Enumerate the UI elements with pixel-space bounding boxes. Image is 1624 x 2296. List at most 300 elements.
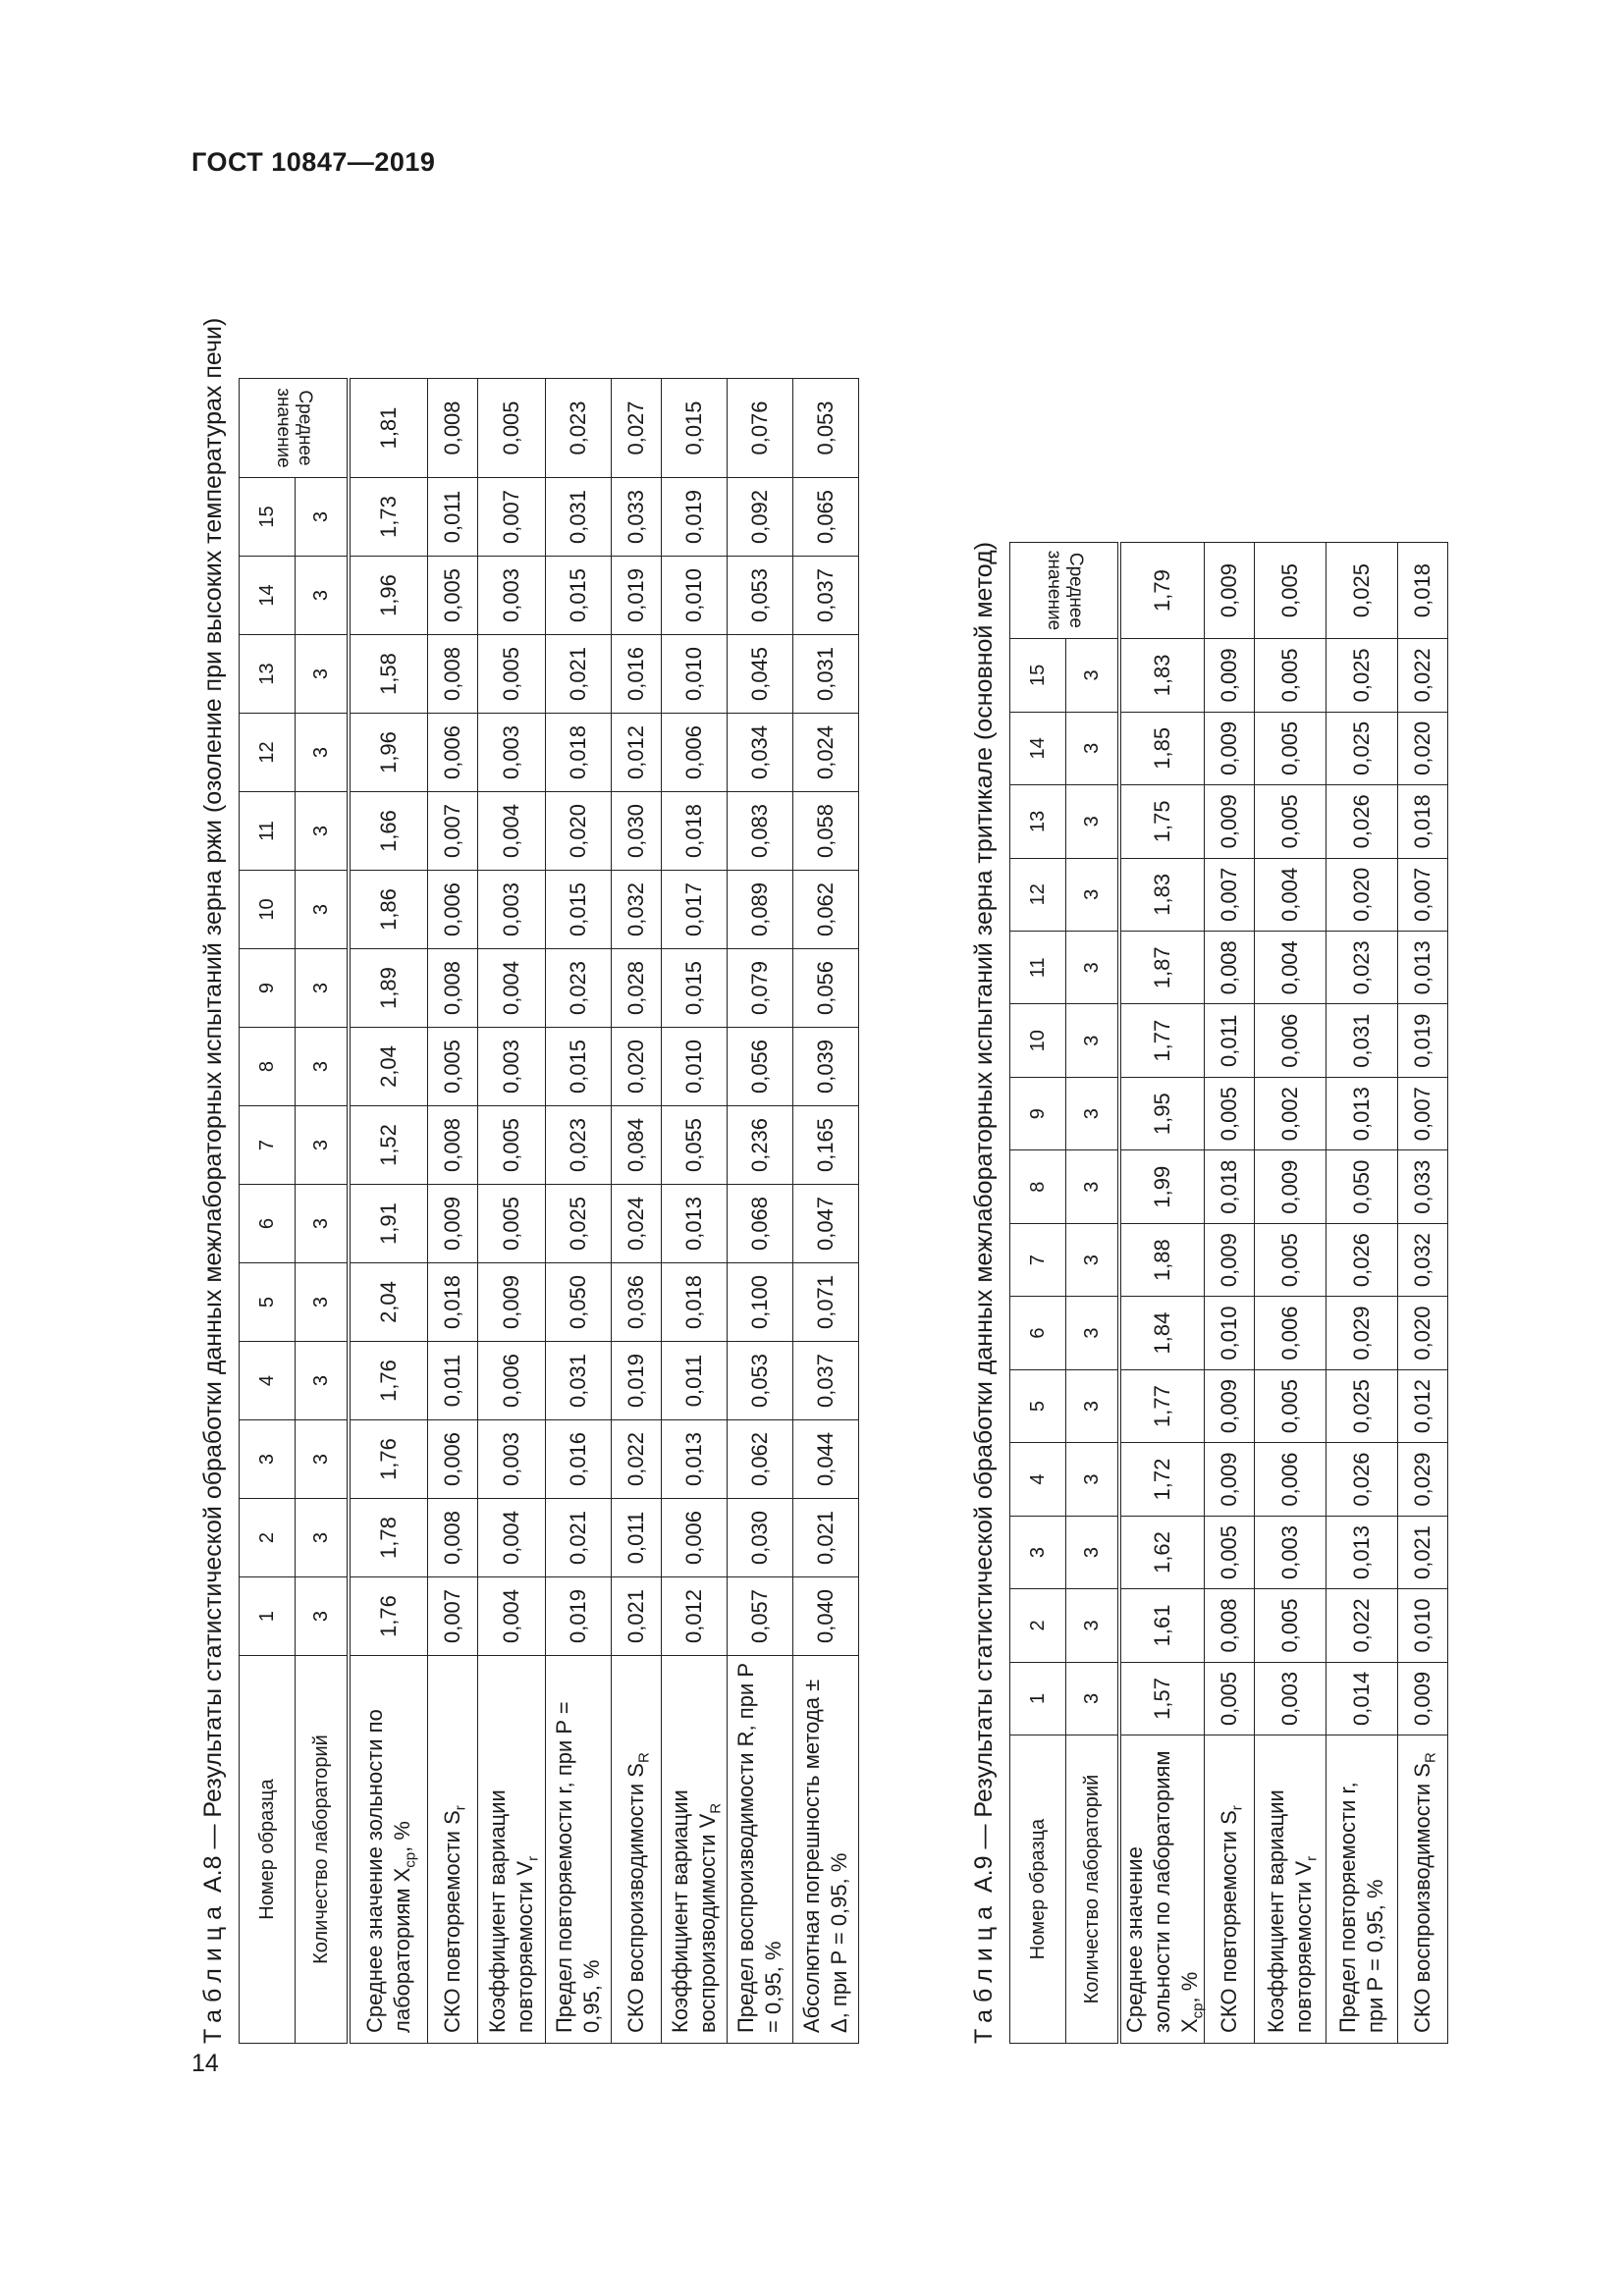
mean-value-header <box>240 379 350 478</box>
value-cell: 0,020 <box>612 1028 662 1106</box>
value-cell: 0,013 <box>662 1420 728 1499</box>
sample-number-cell: 2 <box>1010 1589 1066 1662</box>
value-cell: 0,021 <box>546 1499 612 1577</box>
lab-count-cell: 3 <box>296 871 350 949</box>
row-label: СКО воспроизводимости $S_R$ <box>1398 1735 1448 2044</box>
mean-value-cell: 0,008 <box>428 379 478 478</box>
value-cell: 0,007 <box>478 478 546 557</box>
sample-number-cell: 12 <box>1010 858 1066 931</box>
value-cell: 0,004 <box>1255 932 1326 1004</box>
table-a9-block <box>962 542 1448 2044</box>
value-cell: 0,010 <box>1398 1589 1448 1662</box>
value-cell: 0,006 <box>1255 1004 1326 1077</box>
lab-count-cell: 3 <box>296 792 350 871</box>
value-cell: 1,99 <box>1119 1150 1205 1223</box>
table-a9 <box>1009 542 1448 2044</box>
row-label: Предел воспроизводимости R, при P = 0,95, % <box>728 1656 793 2044</box>
sample-number-cell: 6 <box>1010 1297 1066 1369</box>
row-label-subscript: r <box>1303 1855 1321 1861</box>
row-label-subscript: R <box>1422 1752 1439 1764</box>
value-cell: 1,76 <box>349 1342 428 1420</box>
value-cell: 0,023 <box>1326 932 1398 1004</box>
value-cell: 0,022 <box>1326 1589 1398 1662</box>
lab-count-cell: 3 <box>1066 932 1120 1004</box>
value-cell: 0,031 <box>546 478 612 557</box>
value-cell: 0,053 <box>728 557 793 635</box>
table-row <box>1119 542 1205 2043</box>
value-cell: 0,011 <box>662 1342 728 1420</box>
sample-number-cell: 15 <box>1010 639 1066 712</box>
sample-number-cell: 1 <box>1010 1662 1066 1735</box>
value-cell: 0,021 <box>1398 1516 1448 1588</box>
table-row <box>662 379 728 2044</box>
value-cell: 0,009 <box>1205 639 1255 712</box>
value-cell: 0,007 <box>428 1577 478 1656</box>
sample-number-cell: 11 <box>240 792 296 871</box>
value-cell: 0,010 <box>1205 1297 1255 1369</box>
value-cell: 0,100 <box>728 1263 793 1342</box>
value-cell: 0,004 <box>478 949 546 1028</box>
lab-count-cell: 3 <box>296 1420 350 1499</box>
value-cell: 0,006 <box>1255 1297 1326 1369</box>
value-cell: 0,012 <box>662 1577 728 1656</box>
value-cell: 1,61 <box>1119 1589 1205 1662</box>
value-cell: 1,96 <box>349 714 428 792</box>
page-number: 14 <box>191 2050 219 2077</box>
table-a9-caption <box>962 542 1009 2044</box>
value-cell: 0,016 <box>546 1420 612 1499</box>
table-a8 <box>239 378 859 2044</box>
sample-number-cell: 14 <box>1010 712 1066 784</box>
value-cell: 0,020 <box>1398 712 1448 784</box>
row-label-subscript: ср <box>1189 2002 1207 2019</box>
value-cell: 0,045 <box>728 635 793 714</box>
lab-count-cell: 3 <box>296 949 350 1028</box>
value-cell: 0,005 <box>428 557 478 635</box>
value-cell: 0,005 <box>1255 712 1326 784</box>
value-cell: 0,009 <box>478 1263 546 1342</box>
value-cell: 0,013 <box>662 1185 728 1263</box>
value-cell: 1,62 <box>1119 1516 1205 1588</box>
lab-count-header: Количество лабораторий <box>1066 1735 1120 2044</box>
value-cell: 0,025 <box>1326 712 1398 784</box>
table-row <box>478 379 546 2044</box>
value-cell: 0,003 <box>478 871 546 949</box>
value-cell: 0,037 <box>793 1342 859 1420</box>
sample-number-header: Номер образца <box>240 1656 296 2044</box>
value-cell: 0,065 <box>793 478 859 557</box>
sample-number-cell: 10 <box>1010 1004 1066 1077</box>
lab-count-cell: 3 <box>296 714 350 792</box>
lab-count-cell: 3 <box>1066 639 1120 712</box>
value-cell: 0,015 <box>546 1028 612 1106</box>
sample-number-cell: 4 <box>1010 1443 1066 1516</box>
value-cell: 0,062 <box>728 1420 793 1499</box>
value-cell: 0,005 <box>1255 1369 1326 1442</box>
value-cell: 0,021 <box>793 1499 859 1577</box>
value-cell: 0,009 <box>1205 1443 1255 1516</box>
value-cell: 0,012 <box>612 714 662 792</box>
row-label: Среднее значение зольности по лабораториям $X_{ср}$, % <box>1119 1735 1205 2044</box>
value-cell: 1,83 <box>1119 639 1205 712</box>
value-cell: 0,007 <box>1398 858 1448 931</box>
value-cell: 0,003 <box>478 1028 546 1106</box>
value-cell: 0,006 <box>428 714 478 792</box>
value-cell: 1,77 <box>1119 1004 1205 1077</box>
row-label: СКО повторяемости $S_r$ <box>1205 1735 1255 2044</box>
mean-value-header-text: Среднее значение <box>272 388 315 468</box>
mean-value-cell: 0,053 <box>793 379 859 478</box>
value-cell: 0,018 <box>1205 1150 1255 1223</box>
value-cell: 0,050 <box>1326 1150 1398 1223</box>
value-cell: 0,028 <box>612 949 662 1028</box>
header-row-samples <box>1010 542 1066 2043</box>
sample-number-cell: 8 <box>240 1028 296 1106</box>
value-cell: 0,014 <box>1326 1662 1398 1735</box>
value-cell: 0,008 <box>428 1499 478 1577</box>
value-cell: 0,020 <box>1326 858 1398 931</box>
value-cell: 1,86 <box>349 871 428 949</box>
value-cell: 0,005 <box>478 635 546 714</box>
header-row-lab-count <box>296 379 350 2044</box>
value-cell: 0,004 <box>478 792 546 871</box>
row-label-subscript: r <box>524 1855 542 1861</box>
value-cell: 0,009 <box>428 1185 478 1263</box>
value-cell: 0,039 <box>793 1028 859 1106</box>
table-row <box>1398 542 1448 2043</box>
value-cell: 0,006 <box>478 1342 546 1420</box>
value-cell: 0,165 <box>793 1106 859 1185</box>
value-cell: 0,006 <box>1255 1443 1326 1516</box>
header-row-lab-count <box>1066 542 1120 2043</box>
value-cell: 1,95 <box>1119 1077 1205 1149</box>
value-cell: 0,009 <box>1205 712 1255 784</box>
value-cell: 1,76 <box>349 1577 428 1656</box>
value-cell: 0,003 <box>478 714 546 792</box>
value-cell: 0,025 <box>1326 639 1398 712</box>
value-cell: 0,007 <box>428 792 478 871</box>
value-cell: 0,068 <box>728 1185 793 1263</box>
value-cell: 0,032 <box>612 871 662 949</box>
value-cell: 1,84 <box>1119 1297 1205 1369</box>
value-cell: 0,015 <box>662 949 728 1028</box>
value-cell: 0,008 <box>1205 1589 1255 1662</box>
mean-value-header-text: Среднее значение <box>1043 550 1086 631</box>
value-cell: 1,57 <box>1119 1662 1205 1735</box>
value-cell: 0,002 <box>1255 1077 1326 1149</box>
value-cell: 0,079 <box>728 949 793 1028</box>
value-cell: 0,062 <box>793 871 859 949</box>
mean-value-cell: 0,005 <box>478 379 546 478</box>
row-label: Предел повторяемости r, при P = 0,95, % <box>546 1656 612 2044</box>
sample-number-cell: 6 <box>240 1185 296 1263</box>
value-cell: 0,006 <box>428 871 478 949</box>
lab-count-cell: 3 <box>1066 1297 1120 1369</box>
value-cell: 1,91 <box>349 1185 428 1263</box>
document-header: ГОСТ 10847—2019 <box>191 147 436 177</box>
lab-count-cell: 3 <box>296 1577 350 1656</box>
value-cell: 0,019 <box>1398 1004 1448 1077</box>
sample-number-cell: 5 <box>1010 1369 1066 1442</box>
value-cell: 0,003 <box>478 1420 546 1499</box>
value-cell: 0,021 <box>612 1577 662 1656</box>
value-cell: 0,053 <box>728 1342 793 1420</box>
lab-count-cell: 3 <box>296 635 350 714</box>
mean-value-cell: 0,018 <box>1398 542 1448 638</box>
value-cell: 0,011 <box>428 1342 478 1420</box>
lab-count-cell: 3 <box>1066 1516 1120 1588</box>
value-cell: 0,031 <box>793 635 859 714</box>
mean-value-cell: 0,023 <box>546 379 612 478</box>
sample-number-cell: 14 <box>240 557 296 635</box>
lab-count-cell: 3 <box>296 1499 350 1577</box>
value-cell: 0,021 <box>546 635 612 714</box>
table-row <box>612 379 662 2044</box>
value-cell: 0,055 <box>662 1106 728 1185</box>
lab-count-cell: 3 <box>296 557 350 635</box>
value-cell: 0,016 <box>612 635 662 714</box>
mean-value-cell: 0,076 <box>728 379 793 478</box>
mean-value-cell: 0,025 <box>1326 542 1398 638</box>
value-cell: 0,010 <box>662 557 728 635</box>
value-cell: 0,003 <box>1255 1662 1326 1735</box>
value-cell: 0,005 <box>1205 1516 1255 1588</box>
value-cell: 0,008 <box>428 1106 478 1185</box>
value-cell: 0,009 <box>1205 1223 1255 1296</box>
value-cell: 0,011 <box>1205 1004 1255 1077</box>
sample-number-cell: 7 <box>240 1106 296 1185</box>
value-cell: 0,015 <box>546 871 612 949</box>
table-a8-caption <box>191 318 239 2044</box>
row-label: СКО повторяемости $S_r$ <box>428 1656 478 2044</box>
value-cell: 0,006 <box>428 1420 478 1499</box>
value-cell: 0,020 <box>1398 1297 1448 1369</box>
value-cell: 0,071 <box>793 1263 859 1342</box>
lab-count-cell: 3 <box>296 1028 350 1106</box>
lab-count-cell: 3 <box>1066 785 1120 858</box>
row-label-subscript: ср <box>402 1851 419 1868</box>
row-label: Среднее значение зольности по лабораториям $X_{ср}$, % <box>349 1656 428 2044</box>
value-cell: 0,024 <box>612 1185 662 1263</box>
value-cell: 0,005 <box>1255 639 1326 712</box>
value-cell: 0,005 <box>1255 1223 1326 1296</box>
mean-value-cell: 1,81 <box>349 379 428 478</box>
value-cell: 0,026 <box>1326 785 1398 858</box>
table-row <box>428 379 478 2044</box>
row-label: Предел повторяемости r, при P = 0,95, % <box>1326 1735 1398 2044</box>
row-label-subscript: R <box>707 1802 725 1814</box>
value-cell: 0,029 <box>1398 1443 1448 1516</box>
value-cell: 1,89 <box>349 949 428 1028</box>
lab-count-cell: 3 <box>1066 1443 1120 1516</box>
value-cell: 0,092 <box>728 478 793 557</box>
sample-number-cell: 7 <box>1010 1223 1066 1296</box>
table-a8-block <box>191 318 859 2044</box>
value-cell: 0,013 <box>1398 932 1448 1004</box>
value-cell: 0,019 <box>612 1342 662 1420</box>
value-cell: 0,030 <box>728 1499 793 1577</box>
value-cell: 0,005 <box>1205 1662 1255 1735</box>
table-row <box>349 379 428 2044</box>
sample-number-cell: 13 <box>240 635 296 714</box>
value-cell: 0,007 <box>1398 1077 1448 1149</box>
value-cell: 1,77 <box>1119 1369 1205 1442</box>
value-cell: 0,003 <box>1255 1516 1326 1588</box>
value-cell: 1,75 <box>1119 785 1205 858</box>
value-cell: 0,018 <box>1398 785 1448 858</box>
value-cell: 1,66 <box>349 792 428 871</box>
value-cell: 0,031 <box>1326 1004 1398 1077</box>
value-cell: 0,005 <box>478 1185 546 1263</box>
value-cell: 0,056 <box>793 949 859 1028</box>
caption-prefix: Таблица <box>970 1898 998 2044</box>
value-cell: 0,023 <box>546 1106 612 1185</box>
value-cell: 0,050 <box>546 1263 612 1342</box>
mean-value-cell: 0,009 <box>1205 542 1255 638</box>
value-cell: 0,005 <box>428 1028 478 1106</box>
lab-count-cell: 3 <box>1066 1369 1120 1442</box>
value-cell: 0,026 <box>1326 1443 1398 1516</box>
sample-number-cell: 11 <box>1010 932 1066 1004</box>
value-cell: 0,089 <box>728 871 793 949</box>
lab-count-cell: 3 <box>296 1342 350 1420</box>
value-cell: 0,034 <box>728 714 793 792</box>
mean-value-header <box>1010 542 1120 638</box>
value-cell: 0,003 <box>478 557 546 635</box>
lab-count-cell: 3 <box>296 1106 350 1185</box>
lab-count-cell: 3 <box>296 1185 350 1263</box>
value-cell: 0,007 <box>1205 858 1255 931</box>
value-cell: 0,058 <box>793 792 859 871</box>
value-cell: 0,030 <box>612 792 662 871</box>
mean-value-cell: 0,005 <box>1255 542 1326 638</box>
table-row <box>1255 542 1326 2043</box>
value-cell: 0,029 <box>1326 1297 1398 1369</box>
value-cell: 0,004 <box>1255 858 1326 931</box>
value-cell: 0,019 <box>662 478 728 557</box>
lab-count-cell: 3 <box>1066 1004 1120 1077</box>
row-label: Коэффициент вариации воспроизводимости $V_R$ <box>662 1656 728 2044</box>
value-cell: 1,85 <box>1119 712 1205 784</box>
mean-value-cell: 0,027 <box>612 379 662 478</box>
value-cell: 0,236 <box>728 1106 793 1185</box>
value-cell: 0,018 <box>662 1263 728 1342</box>
value-cell: 1,83 <box>1119 858 1205 931</box>
sample-number-cell: 13 <box>1010 785 1066 858</box>
row-label: Абсолютная погрешность метода ± Δ, при P = 0,95, % <box>793 1656 859 2044</box>
table-row <box>1326 542 1398 2043</box>
sample-number-cell: 3 <box>1010 1516 1066 1588</box>
value-cell: 2,04 <box>349 1028 428 1106</box>
sample-number-cell: 1 <box>240 1577 296 1656</box>
value-cell: 0,083 <box>728 792 793 871</box>
value-cell: 0,009 <box>1398 1662 1448 1735</box>
value-cell: 0,005 <box>1255 785 1326 858</box>
value-cell: 0,009 <box>1205 785 1255 858</box>
sample-number-cell: 9 <box>240 949 296 1028</box>
value-cell: 0,084 <box>612 1106 662 1185</box>
value-cell: 0,025 <box>546 1185 612 1263</box>
value-cell: 0,018 <box>546 714 612 792</box>
value-cell: 0,006 <box>662 1499 728 1577</box>
table-row <box>793 379 859 2044</box>
table-row <box>546 379 612 2044</box>
value-cell: 0,031 <box>546 1342 612 1420</box>
value-cell: 0,025 <box>1326 1369 1398 1442</box>
sample-number-cell: 12 <box>240 714 296 792</box>
row-label-subscript: r <box>452 1805 469 1811</box>
value-cell: 0,057 <box>728 1577 793 1656</box>
row-label: Коэффициент вариации повторяемости $V_r$ <box>1255 1735 1326 2044</box>
lab-count-cell: 3 <box>296 478 350 557</box>
lab-count-cell: 3 <box>1066 1150 1120 1223</box>
lab-count-cell: 3 <box>1066 1589 1120 1662</box>
sample-number-cell: 9 <box>1010 1077 1066 1149</box>
value-cell: 0,011 <box>612 1499 662 1577</box>
lab-count-cell: 3 <box>1066 858 1120 931</box>
value-cell: 0,005 <box>478 1106 546 1185</box>
value-cell: 0,023 <box>546 949 612 1028</box>
value-cell: 0,008 <box>428 635 478 714</box>
value-cell: 0,018 <box>662 792 728 871</box>
value-cell: 0,019 <box>612 557 662 635</box>
lab-count-cell: 3 <box>1066 1077 1120 1149</box>
sample-number-header: Номер образца <box>1010 1735 1066 2044</box>
row-label: Коэффициент вариации повторяемости $V_r$ <box>478 1656 546 2044</box>
value-cell: 0,011 <box>428 478 478 557</box>
value-cell: 0,005 <box>1255 1589 1326 1662</box>
value-cell: 1,76 <box>349 1420 428 1499</box>
value-cell: 1,87 <box>1119 932 1205 1004</box>
value-cell: 0,024 <box>793 714 859 792</box>
sample-number-cell: 3 <box>240 1420 296 1499</box>
value-cell: 0,012 <box>1398 1369 1448 1442</box>
value-cell: 0,017 <box>662 871 728 949</box>
value-cell: 0,004 <box>478 1499 546 1577</box>
lab-count-cell: 3 <box>1066 1223 1120 1296</box>
header-row-samples <box>240 379 296 2044</box>
sample-number-cell: 8 <box>1010 1150 1066 1223</box>
value-cell: 0,020 <box>546 792 612 871</box>
value-cell: 0,008 <box>1205 932 1255 1004</box>
sample-number-cell: 15 <box>240 478 296 557</box>
value-cell: 0,009 <box>1205 1369 1255 1442</box>
row-label-subscript: r <box>1228 1805 1246 1811</box>
lab-count-cell: 3 <box>296 1263 350 1342</box>
value-cell: 0,008 <box>428 949 478 1028</box>
value-cell: 0,005 <box>1205 1077 1255 1149</box>
value-cell: 0,040 <box>793 1577 859 1656</box>
value-cell: 0,022 <box>612 1420 662 1499</box>
table-row <box>728 379 793 2044</box>
value-cell: 1,73 <box>349 478 428 557</box>
mean-value-cell: 0,015 <box>662 379 728 478</box>
table-row <box>1205 542 1255 2043</box>
value-cell: 0,010 <box>662 1028 728 1106</box>
caption-prefix: Таблица <box>199 1898 227 2044</box>
lab-count-header: Количество лабораторий <box>296 1656 350 2044</box>
value-cell: 0,013 <box>1326 1516 1398 1588</box>
value-cell: 0,009 <box>1255 1150 1326 1223</box>
value-cell: 0,006 <box>662 714 728 792</box>
value-cell: 0,019 <box>546 1577 612 1656</box>
value-cell: 2,04 <box>349 1263 428 1342</box>
value-cell: 1,96 <box>349 557 428 635</box>
value-cell: 1,72 <box>1119 1443 1205 1516</box>
value-cell: 0,018 <box>428 1263 478 1342</box>
value-cell: 1,52 <box>349 1106 428 1185</box>
mean-value-cell: 1,79 <box>1119 542 1205 638</box>
